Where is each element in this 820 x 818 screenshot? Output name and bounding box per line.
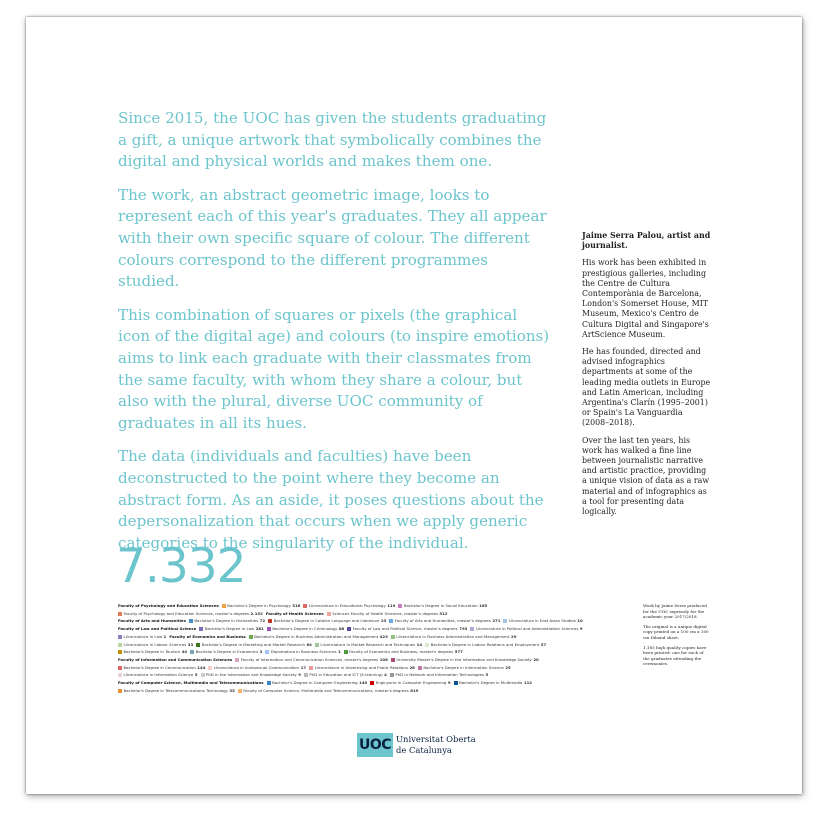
intro-paragraph-4: The data (individuals and faculties) have been deconstructed to the point where they become an abstract form. As an aside, it poses questions about the depersonalization that occurs when we apply generic categories to the singularity of the individual. (118, 447, 544, 552)
legend-color-swatch (418, 666, 422, 670)
legend-item (309, 664, 415, 672)
legend-item-count: 10 (577, 618, 583, 624)
legend-color-swatch (327, 612, 331, 616)
legend-item-count: 64 (306, 641, 312, 647)
legend-color-swatch (503, 619, 507, 623)
legend-item-count: 423 (379, 633, 388, 639)
legend-item-label: Llicenciatura in Business Administration and Management (396, 633, 510, 639)
legend-row (118, 687, 630, 695)
legend-item-count: 512 (439, 610, 448, 616)
legend-color-swatch (196, 643, 200, 647)
legend-item (327, 610, 448, 618)
legend-row (118, 617, 630, 625)
legend-item (201, 671, 301, 679)
legend-color-swatch (398, 604, 402, 608)
legend-item-label: Llicenciatura in Advertising and Public Relations (314, 664, 408, 670)
legend-item-label: Bachelor's Degree in Computer Engineering (272, 680, 358, 686)
legend-item-count: 20 (533, 656, 539, 662)
legend-item-label: Bachelor's Degree in Economics (195, 649, 259, 655)
legend-item-label: Faculty of Computer Science, Multimedia and Telecommunications, master's degrees (243, 687, 409, 693)
legend-color-swatch (309, 666, 313, 670)
legend-item-count: 33 (187, 641, 194, 647)
legend-item-label: PhD in the Information and Knowledge Society (206, 672, 297, 678)
legend-item-count: 271 (492, 618, 501, 624)
credits-paragraph-1: Work by Jaime Serra produced for the UOC expressly for the academic year 2017/2018. (643, 603, 707, 620)
legend-item (189, 617, 265, 625)
legend-item (118, 633, 166, 641)
legend-item-label: Faculty of Arts and Humanities, master's degrees (394, 618, 491, 624)
uoc-logo-line-2: de Catalunya (396, 744, 452, 755)
legend-item (235, 656, 388, 664)
legend-item-count: 57 (540, 641, 547, 647)
artist-paragraph-2: He has founded, directed and advised infographics departments at some of the leading media outlets in Europe and Latin American, including Argentina's Clarín (1995–2001) or Spain's La Vanguardia (2008–2018). (582, 347, 711, 428)
legend-item-label: Bachelor's Degree in Criminology (272, 626, 338, 632)
legend-row (118, 656, 630, 664)
legend-row (118, 671, 630, 679)
legend-item (118, 648, 187, 656)
legend-item (370, 679, 450, 687)
legend-item (265, 648, 340, 656)
artist-paragraph-3: Over the last ten years, his work has walked a fine line between journalistic narrative and artistic practice, providing a unique vision of data as a raw material and of infographics as a tool for presenting data logically. (582, 435, 710, 517)
legend-item-label: Bachelor's Degree in Tourism (123, 649, 181, 655)
legend-item (238, 687, 419, 695)
legend-item (190, 648, 262, 656)
legend-color-swatch (344, 650, 348, 654)
legend-item-label: University Master's Degree in the Information and Knowledge Society (396, 656, 532, 662)
legend-faculty-heading: Faculty of Information and Communication Sciences (118, 656, 233, 662)
legend-color-swatch (391, 658, 395, 662)
legend-color-swatch (249, 635, 253, 639)
legend-faculty-heading: Faculty of Health Sciences (265, 610, 324, 616)
legend-color-swatch (208, 666, 212, 670)
legend-item-count: 1 (338, 649, 341, 655)
legend-item (454, 679, 532, 687)
legend-item-label: Faculty of Psychology and Education Sciences, master's degrees (123, 610, 250, 616)
intro-paragraph-3: This combination of squares or pixels (the graphical icon of the digital age) and colours (to inspire emotions) aims to link each graduate with their classmates from the same faculty, with whom they share a colour, but also with the plural, diverse UOC community of graduates in all its hues. (118, 305, 550, 432)
legend-color-swatch (454, 681, 458, 685)
legend-item-label: Llicenciatura in Information Science (123, 672, 194, 678)
legend-color-swatch (190, 650, 194, 654)
legend-color-swatch (118, 635, 122, 639)
legend-item-label: Faculty of Information and Communication Sciences, master's degrees (240, 656, 379, 662)
legend-item-count: 9 (447, 680, 451, 686)
legend-faculty-heading: Faculty of Psychology and Education Sciences (118, 603, 219, 608)
legend-color-swatch (222, 604, 226, 608)
legend-item (390, 671, 488, 679)
legend-item-label: PhD in Education and ICT (E-learning) (309, 672, 383, 678)
legend-item (118, 664, 205, 672)
legend-item-count: 28 (409, 664, 415, 670)
legend-item-label: Bachelor's Degree in Catalan Language and Literature (273, 618, 380, 624)
legend-item-label: Faculty of Law and Political Science, master's degrees (352, 626, 458, 632)
legend-item-count: 793 (459, 626, 468, 632)
legend-item-count: 5 (485, 672, 489, 678)
legend-item-label: Bachelor's Degree in Telecommunications Technology (123, 687, 228, 693)
legend-item (268, 617, 386, 625)
legend-color-swatch (390, 673, 394, 677)
legend-item-label: Llicenciatura in Law (123, 633, 163, 639)
legend-item (249, 633, 388, 641)
legend-item-label: Enginyeria in Computer Engineering (375, 680, 447, 686)
legend-item-label: Bachelor's Degree in Information Science (423, 664, 504, 670)
legend-item (118, 641, 193, 649)
legend-item-count: 140 (359, 680, 368, 686)
legend-item (344, 648, 463, 656)
intro-paragraph-2: The work, an abstract geometric image, looks to represent each of this year's graduates. They all appear with their own specific square of colour. The different colours correspond to the different programmes studied. (118, 185, 547, 291)
credits-paragraph-3: 1,185 high quality copies have been printed: one for each of the graduates attending the ceremonies. (643, 644, 707, 667)
legend-color-swatch (235, 658, 239, 662)
artist-paragraph-1: His work has been exhibited in prestigious galleries, including the Centre de Cultura Contemporània de Barcelona, London's Somerset House, MIT Museum, Mexico's Centro de Cultura Digital and Singapore's ArtScience Museum. (582, 258, 709, 339)
legend-item-count: 316 (292, 603, 301, 608)
legend-item (199, 625, 264, 633)
legend-item-count: 112 (523, 680, 533, 686)
legend-item-count: 165 (479, 603, 488, 608)
legend-item-count: 9 (298, 672, 301, 678)
legend-color-swatch (370, 681, 374, 685)
legend-item (389, 617, 500, 625)
legend-color-swatch (199, 627, 203, 631)
legend-item-count: 25 (505, 664, 511, 670)
legend-item (267, 625, 344, 633)
intro-paragraph-1: Since 2015, the UOC has given the students graduating a gift, a unique artwork that symbolically combines the digital and physical worlds and makes them one. (118, 109, 547, 171)
legend-row (118, 625, 630, 633)
legend-item (303, 602, 395, 610)
artist-heading: Jaime Serra Palou, artist and journalist. (582, 231, 711, 251)
legend-color-swatch (389, 619, 393, 623)
legend-item-count: 1 (163, 633, 167, 639)
credits-paragraph-2: The original is a unique digital copy printed on a 100 cm x 100 cm Dibond sheet. (643, 623, 709, 640)
uoc-logo-text (396, 734, 486, 755)
legend-color-swatch (391, 635, 395, 639)
legend-faculty-heading: Faculty of Computer Science, Multimedia and Telecommunications (118, 680, 264, 686)
legend-item-label: Sciences Faculty of Health Sciences, master's degrees (332, 610, 438, 616)
legend-item-label: Bachelor's Degree in Communication (123, 664, 196, 670)
legend-color-swatch (347, 627, 351, 631)
legend-item-count: 4 (384, 672, 387, 678)
legend-item-count: 119 (387, 603, 396, 608)
legend-item-count: 108 (379, 656, 388, 662)
legend-item (503, 617, 582, 625)
legend-item-count: 144 (197, 664, 206, 670)
legend-item-count: 88 (338, 626, 345, 632)
legend-item-label: PhD in Network and Information Technologies (395, 672, 484, 678)
legend-item-label: Bachelor's Degree in Multimedia (459, 680, 523, 686)
legend-item (118, 687, 235, 695)
legend-item-count: 17 (300, 664, 307, 670)
legend-color-swatch (201, 673, 205, 677)
legend-item-label: Bachelor's Degree in Social Education (403, 603, 478, 608)
legend-item (470, 625, 582, 633)
legend-row (118, 610, 630, 618)
legend-item-count: 72 (259, 618, 266, 624)
total-graduates-number: 7.332 (116, 539, 246, 594)
legend-item-count: 3 (259, 649, 263, 655)
legend-color-swatch (267, 681, 271, 685)
legend-item-label: Bachelor's Degree in Business Administration and Management (254, 633, 379, 639)
legend-color-swatch (118, 650, 122, 654)
legend-item-label: Bachelor's Degree in Humanities (194, 618, 259, 624)
legend-color-swatch (118, 643, 122, 647)
legend-color-swatch (118, 612, 122, 616)
legend-item-label: Llicenciatura in Educational Psychology (308, 603, 386, 608)
legend-item-count: 5 (194, 672, 198, 678)
intro-text (118, 108, 554, 566)
legend-item-count: 40 (181, 649, 188, 655)
legend-faculty-heading: Faculty of Law and Political Science (118, 626, 197, 632)
legend-item-count: 577 (454, 649, 463, 655)
legend-item (267, 679, 368, 687)
legend-color-swatch (265, 650, 269, 654)
legend-item (304, 671, 387, 679)
legend-item-label: Llicenciatura in Political and Administration Sciences (475, 626, 579, 632)
legend-item-label: Bachelor's Degree in Marketing and Market Research (201, 641, 305, 647)
legend-color-swatch (315, 643, 319, 647)
uoc-logo-line-1: Universitat Oberta (396, 734, 476, 744)
legend-color-swatch (118, 666, 122, 670)
legend-item-count: 619 (410, 687, 419, 693)
legend-item (118, 610, 263, 618)
legend-row (118, 648, 630, 656)
legend-item-count: 2.152 (250, 610, 263, 616)
legend-color-swatch (303, 604, 307, 608)
legend-item-label: Llicenciatura in Audiovisual Communication (213, 664, 300, 670)
legend-item (418, 664, 511, 672)
legend-color-swatch (304, 673, 308, 677)
legend-item (315, 641, 422, 649)
legend-color-swatch (238, 689, 242, 693)
legend-faculty-heading: Faculty of Arts and Humanities (118, 618, 186, 624)
legend-color-swatch (118, 673, 122, 677)
legend-row (118, 664, 630, 672)
legend-item-label: Bachelor's Degree in Psychology (227, 603, 291, 608)
legend-item-label: Llicenciatura in Labour Sciences (123, 641, 187, 647)
artist-bio (582, 231, 712, 524)
legend-color-swatch (189, 619, 193, 623)
legend-item-count: 29 (511, 633, 517, 639)
legend-color-swatch (267, 627, 271, 631)
legend-row (118, 602, 630, 610)
legend-item (222, 602, 301, 610)
legend-item-label: Diplomatura in Business Sciences (270, 649, 337, 655)
legend-item-count: 281 (255, 626, 264, 632)
legend-item-label: Bachelor's Degree in Law (204, 626, 255, 632)
legend-item-count: 14 (416, 641, 423, 647)
legend-row (118, 679, 630, 687)
legend-color-swatch (425, 643, 429, 647)
legend-item-count: 35 (229, 687, 235, 693)
legend-item (196, 641, 312, 649)
legend-item-count: 23 (380, 618, 387, 624)
legend-color-swatch (470, 627, 474, 631)
credits (643, 603, 709, 671)
legend-item (208, 664, 306, 672)
legend-item-label: Llicenciatura in Market Research and Techniques (320, 641, 416, 647)
legend-item (425, 641, 546, 649)
legend-faculty-heading: Faculty of Economics and Business (169, 633, 246, 639)
legend-row (118, 633, 630, 641)
legend-item (391, 633, 517, 641)
programme-legend (118, 602, 630, 694)
legend-item-label: Bachelor's Degree in Labour Relations and Employment (430, 641, 540, 647)
legend-row (118, 641, 630, 649)
legend-item (391, 656, 539, 664)
uoc-logo-mark: UOC (357, 733, 393, 757)
legend-item-label: Faculty of Economics and Business, master's degrees (349, 649, 454, 655)
legend-item (118, 671, 198, 679)
legend-item (398, 602, 487, 610)
legend-color-swatch (268, 619, 272, 623)
legend-item-count: 9 (579, 626, 583, 632)
legend-color-swatch (118, 689, 122, 693)
legend-item-label: Llicenciatura in East Asian Studies (508, 618, 576, 624)
legend-item (347, 625, 467, 633)
